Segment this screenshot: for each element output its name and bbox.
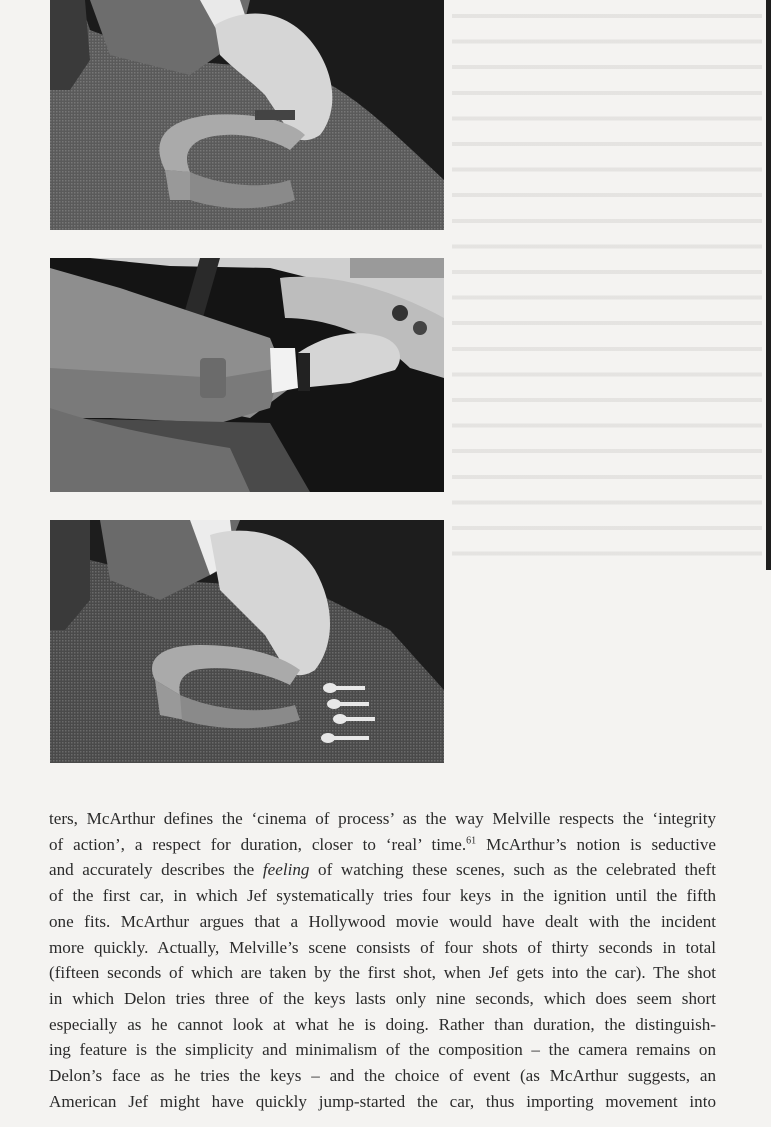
footnote-ref[interactable]: 61 (466, 835, 477, 847)
text-line-11: Delon’s face as he tries the keys – and the choice of event (as McArthur suggests, an (49, 1066, 716, 1086)
film-still-2 (50, 258, 444, 492)
show-through-text (452, 0, 762, 560)
text-line-1: ters, McArthur defines the ‘cinema of process’ as the way Melville respects the ‘integrity (49, 809, 716, 828)
film-still-1 (50, 0, 444, 230)
page-edge-shadow (766, 0, 771, 570)
emphasis-feeling: feeling (262, 860, 310, 880)
film-still-3-image (50, 520, 444, 763)
film-still-3 (50, 520, 444, 763)
film-still-1-image (50, 0, 444, 230)
text-line-3 (49, 857, 716, 883)
body-paragraph (49, 806, 716, 1114)
text-line-8: in which Delon tries three of the keys lasts only nine seconds, which does seem short (49, 988, 716, 1008)
text-line-12: American Jef might have quickly jump-started the car, thus importing movement into (49, 1091, 716, 1111)
text-line-10: ing feature is the simplicity and minimalism of the composition – the camera remains on (49, 1040, 716, 1060)
text-line-2-end: McArthur’s notion is seductive (476, 834, 716, 854)
text-line-5: one fits. McArthur argues that a Hollywood movie would have dealt with the incident (49, 911, 716, 931)
text-line-7: (fifteen seconds of which are taken by the first shot, when Jef gets into the car). The shot (49, 963, 716, 983)
film-still-2-image (50, 258, 444, 492)
text-line-2 (49, 832, 716, 858)
text-line-3-start: and accurately describes the (49, 860, 263, 880)
text-line-2-start: of action’, a respect for duration, closer to ‘real’ time. (49, 834, 467, 854)
text-line-9: especially as he cannot look at what he is doing. Rather than duration, the distinguish- (49, 1014, 716, 1034)
text-line-4: of the first car, in which Jef systematically tries four keys in the ignition until the fifth (49, 886, 716, 906)
text-line-3-end: of watching these scenes, such as the celebrated theft (309, 860, 716, 880)
text-line-6: more quickly. Actually, Melville’s scene consists of four shots of thirty seconds in total (49, 937, 716, 957)
